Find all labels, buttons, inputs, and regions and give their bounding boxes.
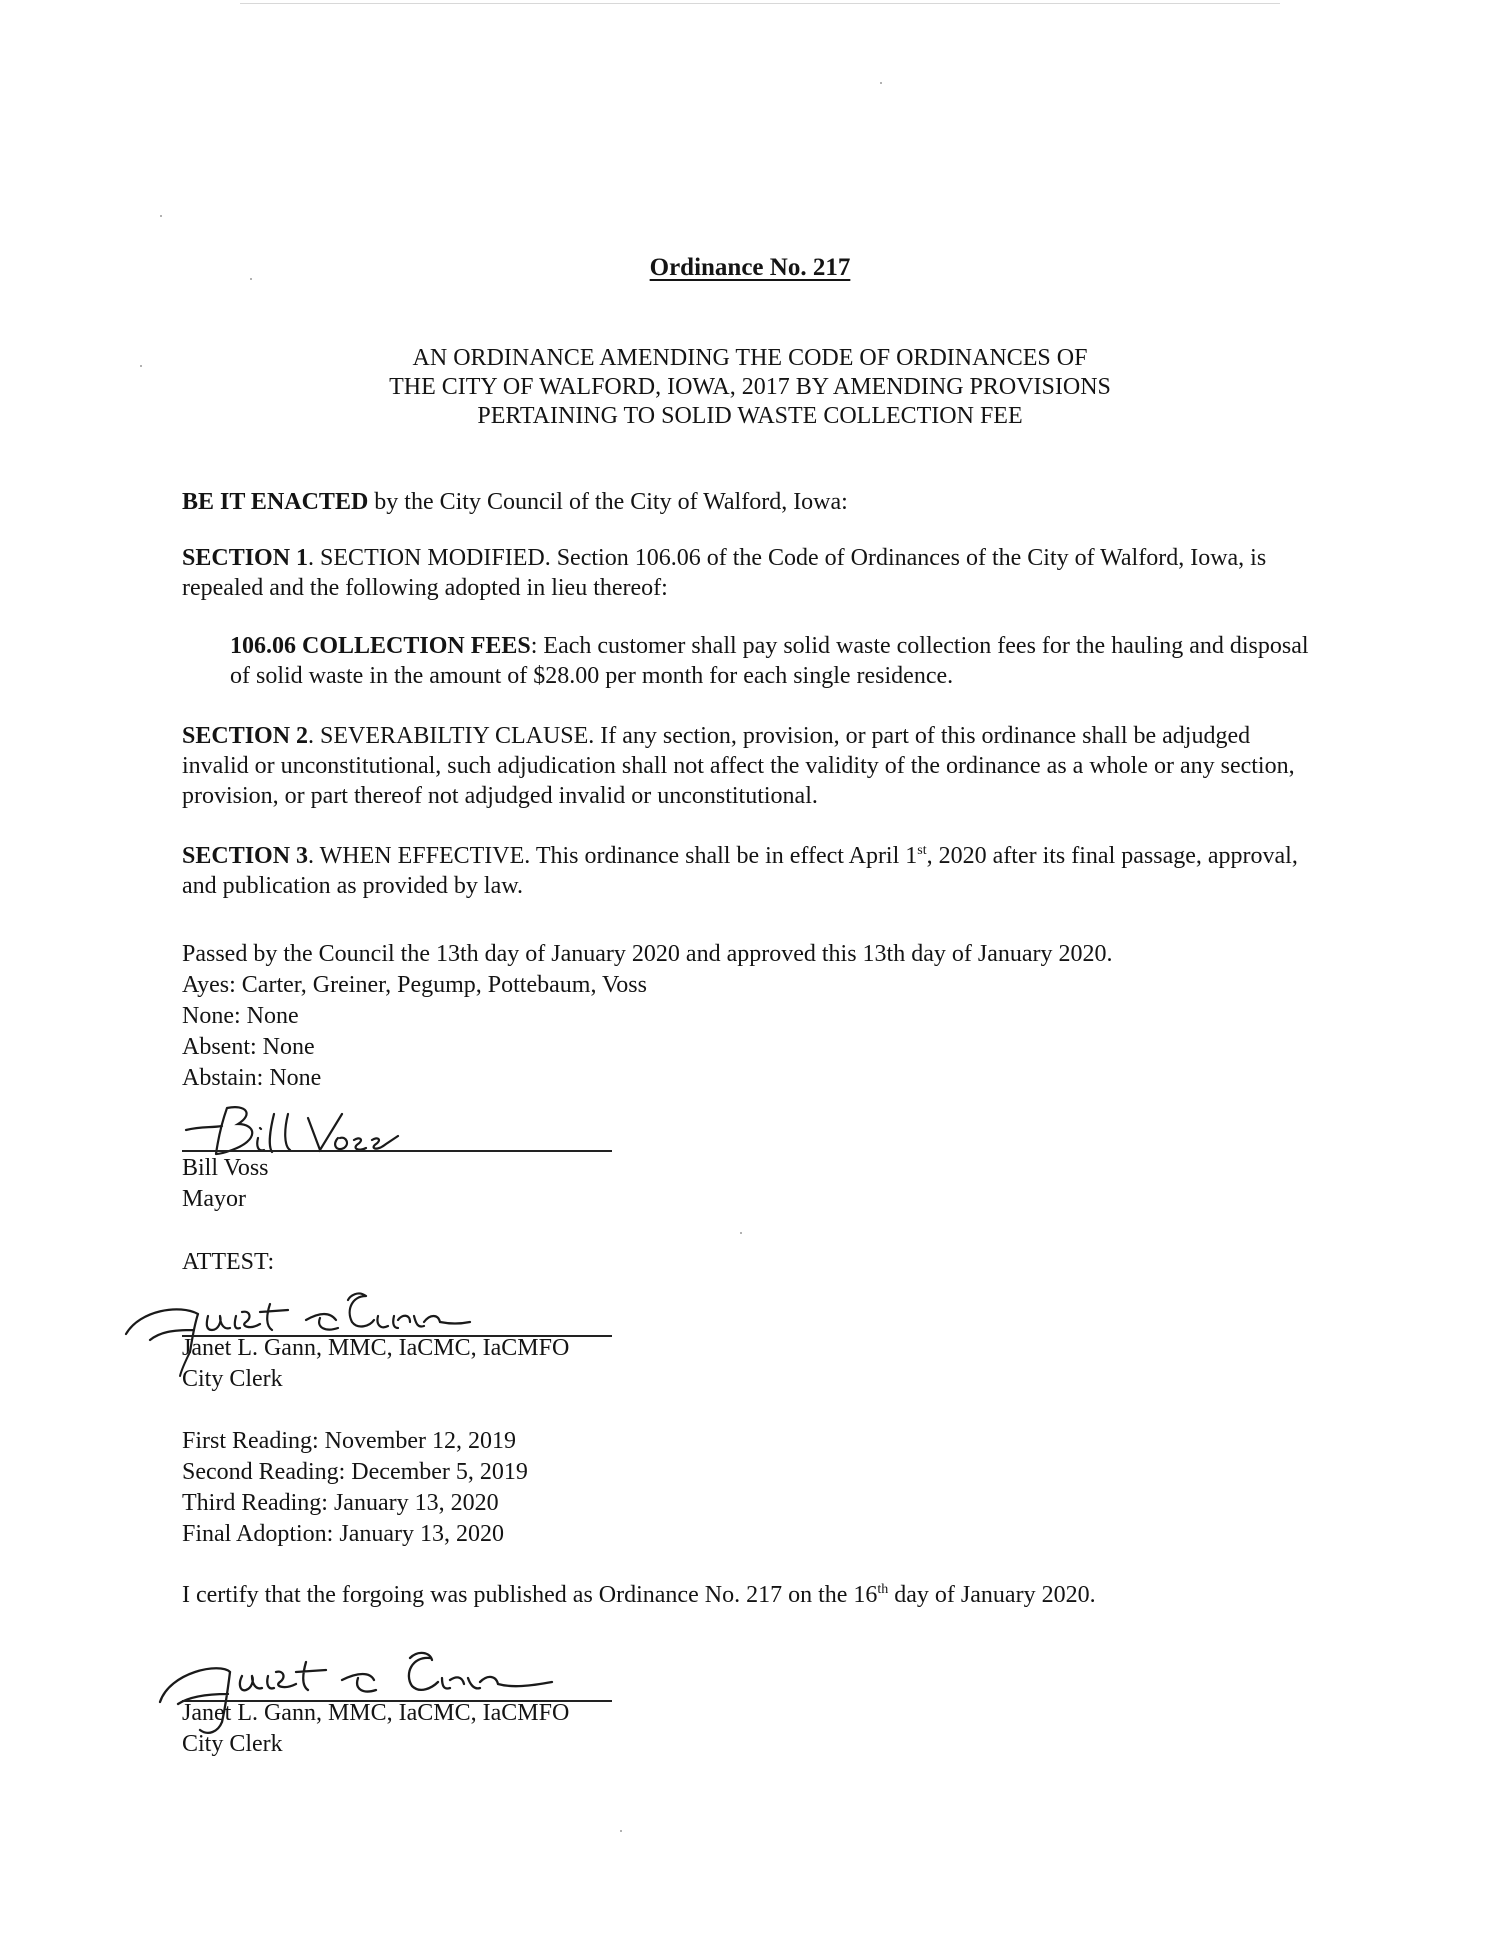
ordinance-title: Ordinance No. 217 bbox=[649, 254, 851, 281]
section-3 bbox=[182, 841, 1322, 901]
section-3-heading: SECTION 3 bbox=[182, 843, 309, 869]
subtitle-line: THE CITY OF WALFORD, IOWA, 2017 BY AMENDING PROVISIONS bbox=[389, 374, 1111, 400]
ayes-line: Ayes: Carter, Greiner, Pegump, Pottebaum, Voss bbox=[182, 972, 647, 998]
enacted-lead: BE IT ENACTED bbox=[182, 489, 369, 515]
certification bbox=[182, 1580, 1322, 1610]
clerk-final-block bbox=[182, 1698, 569, 1760]
clerk-name: Janet L. Gann, MMC, IaCMC, IaCMFO bbox=[182, 1335, 570, 1361]
certify-sup: th bbox=[877, 1582, 889, 1597]
certify-text-after: day of January 2020. bbox=[888, 1582, 1096, 1608]
section-2-heading: SECTION 2 bbox=[182, 723, 309, 749]
section-1-heading: SECTION 1 bbox=[182, 545, 309, 571]
mayor-signature-line bbox=[182, 1150, 612, 1152]
third-reading: Third Reading: January 13, 2020 bbox=[182, 1490, 499, 1516]
mayor-name: Bill Voss bbox=[182, 1155, 269, 1181]
scan-speck bbox=[740, 1232, 742, 1234]
clerk-block bbox=[182, 1333, 569, 1395]
section-2 bbox=[182, 721, 1322, 811]
section-3-text: . WHEN EFFECTIVE. This ordinance shall be in effect April 1 bbox=[308, 843, 918, 869]
subtitle-line: PERTAINING TO SOLID WASTE COLLECTION FEE bbox=[477, 403, 1023, 429]
mayor-block bbox=[182, 1153, 269, 1215]
none-line: None: None bbox=[182, 1003, 299, 1029]
ordinance-subtitle bbox=[0, 344, 1500, 431]
collection-fees-text: : Each customer shall pay solid waste collection fees for the hauling and disposal of solid waste in the amount of $28.00 per month for each single residence. bbox=[230, 633, 1309, 689]
second-reading: Second Reading: December 5, 2019 bbox=[182, 1459, 528, 1485]
collection-fees-heading: 106.06 COLLECTION FEES bbox=[230, 633, 531, 659]
attest-label: ATTEST: bbox=[182, 1249, 275, 1275]
first-reading: First Reading: November 12, 2019 bbox=[182, 1428, 516, 1454]
section-3-sup: st bbox=[917, 843, 927, 858]
section-1 bbox=[182, 543, 1322, 603]
final-adoption: Final Adoption: January 13, 2020 bbox=[182, 1521, 504, 1547]
absent-line: Absent: None bbox=[182, 1034, 315, 1060]
vote-record bbox=[182, 939, 1113, 1094]
section-106-06 bbox=[230, 631, 1322, 691]
scan-speck bbox=[620, 1830, 622, 1832]
certify-text: I certify that the forgoing was published as Ordinance No. 217 on the 16 bbox=[182, 1582, 878, 1608]
section-1-text: . SECTION MODIFIED. Section 106.06 of the Code of Ordinances of the City of Walford, Iowa, is repealed and the following adopted in lieu thereof: bbox=[182, 545, 1267, 601]
subtitle-line: AN ORDINANCE AMENDING THE CODE OF ORDINANCES OF bbox=[412, 345, 1088, 371]
enacting-clause bbox=[182, 487, 1322, 517]
passed-line: Passed by the Council the 13th day of January 2020 and approved this 13th day of January 2020. bbox=[182, 941, 1113, 967]
section-3-text-after: , 2020 after its final passage, approval, and publication as provided by law. bbox=[182, 843, 1298, 899]
scan-speck bbox=[880, 82, 882, 84]
clerk-final-title: City Clerk bbox=[182, 1731, 283, 1757]
reading-record bbox=[182, 1426, 528, 1550]
scan-speck bbox=[160, 215, 162, 217]
enacted-text: by the City Council of the City of Walford, Iowa: bbox=[368, 489, 848, 515]
mayor-title: Mayor bbox=[182, 1186, 246, 1212]
scan-edge-line bbox=[240, 3, 1280, 4]
clerk-title: City Clerk bbox=[182, 1366, 283, 1392]
section-2-text: . SEVERABILTIY CLAUSE. If any section, provision, or part of this ordinance shall be adjudged invalid or unconstitutional, such adjudication shall not affect the validity of the ordinance as a whole or any section, provision, or part thereof not adjudged invalid or unconstitutional. bbox=[182, 723, 1295, 809]
clerk-final-name: Janet L. Gann, MMC, IaCMC, IaCMFO bbox=[182, 1700, 570, 1726]
abstain-line: Abstain: None bbox=[182, 1065, 322, 1091]
